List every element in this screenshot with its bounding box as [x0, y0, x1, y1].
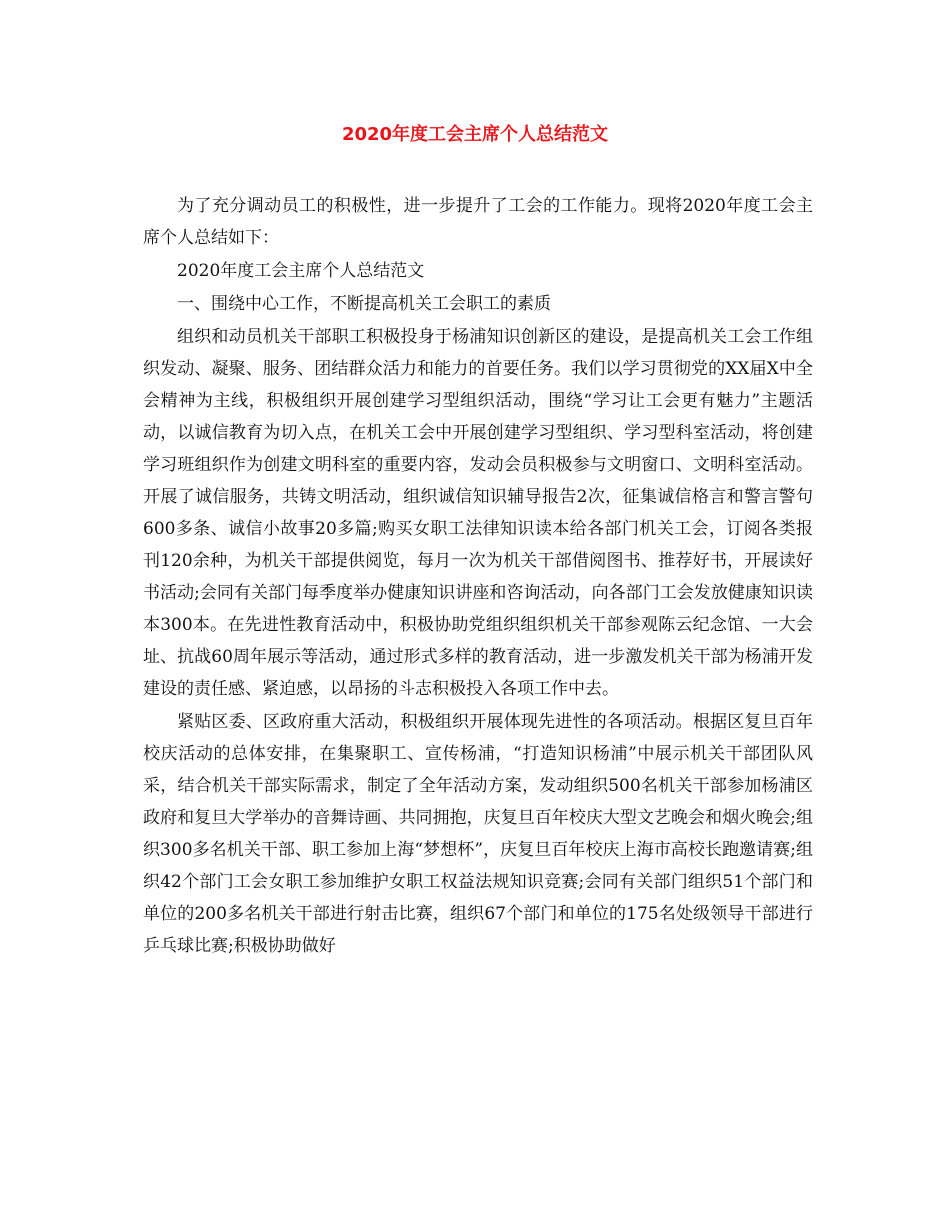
section-heading: 一、围绕中心工作，不断提高机关工会职工的素质: [177, 294, 551, 314]
document-title: 2020年度工会主席个人总结范文: [341, 124, 609, 145]
intro-paragraph: 为了充分调动员工的积极性，进一步提升了工会的工作能力。现将2020年度工会主席个人总结如下：: [143, 196, 813, 248]
body-paragraph: 组织和动员机关干部职工积极投身于杨浦知识创新区的建设，是提高机关工会工作组织发动、凝聚、服务、团结群众活力和能力的首要任务。我们以学习贯彻党的XX届X中全会精神为主线，积极组织开展创建学习型组织活动，围绕“学习让工会更有魅力”主题活动，以诚信教育为切入点，在机关工会中开展创建学习型组织、学习型科室活动，将创建学习班组织作为创建文明科室的重要内容，发动会员积极参与文明窗口、文明科室活动。开展了诚信服务，共铸文明活动，组织诚信知识辅导报告2次，征集诚信格言和警言警句600多条、诚信小故事20多篇;购买女职工法律知识读本给各部门机关工会，订阅各类报刊120余种，为机关干部提供阅览，每月一次为机关干部借阅图书、推荐好书，开展读好书活动;会同有关部门每季度举办健康知识讲座和咨询活动，向各部门工会发放健康知识读本300本。在先进性教育活动中，积极协助党组织组织机关干部参观陈云纪念馆、一大会址、抗战60周年展示等活动，通过形式多样的教育活动，进一步激发机关干部为杨浦开发建设的责任感、紧迫感，以昂扬的斗志积极投入各项工作中去。: [143, 327, 813, 699]
body-paragraph: 紧贴区委、区政府重大活动，积极组织开展体现先进性的各项活动。根据区复旦百年校庆活动的总体安排，在集聚职工、宣传杨浦，“打造知识杨浦”中展示机关干部团队风采，结合机关干部实际需求，制定了全年活动方案，发动组织500名机关干部参加杨浦区政府和复旦大学举办的音舞诗画、共同拥抱，庆复旦百年校庆大型文艺晚会和烟火晚会;组织300多名机关干部、职工参加上海“梦想杯”，庆复旦百年校庆上海市高校长跑邀请赛;组织42个部门工会女职工参加维护女职工权益法规知识竞赛;会同有关部门组织51个部门和单位的200多名机关干部进行射击比赛，组织67个部门和单位的175名处级领导干部进行乒乓球比赛;积极协助做好: [143, 712, 813, 956]
document-body: [143, 190, 813, 962]
subtitle-paragraph: 2020年度工会主席个人总结范文: [177, 261, 425, 281]
